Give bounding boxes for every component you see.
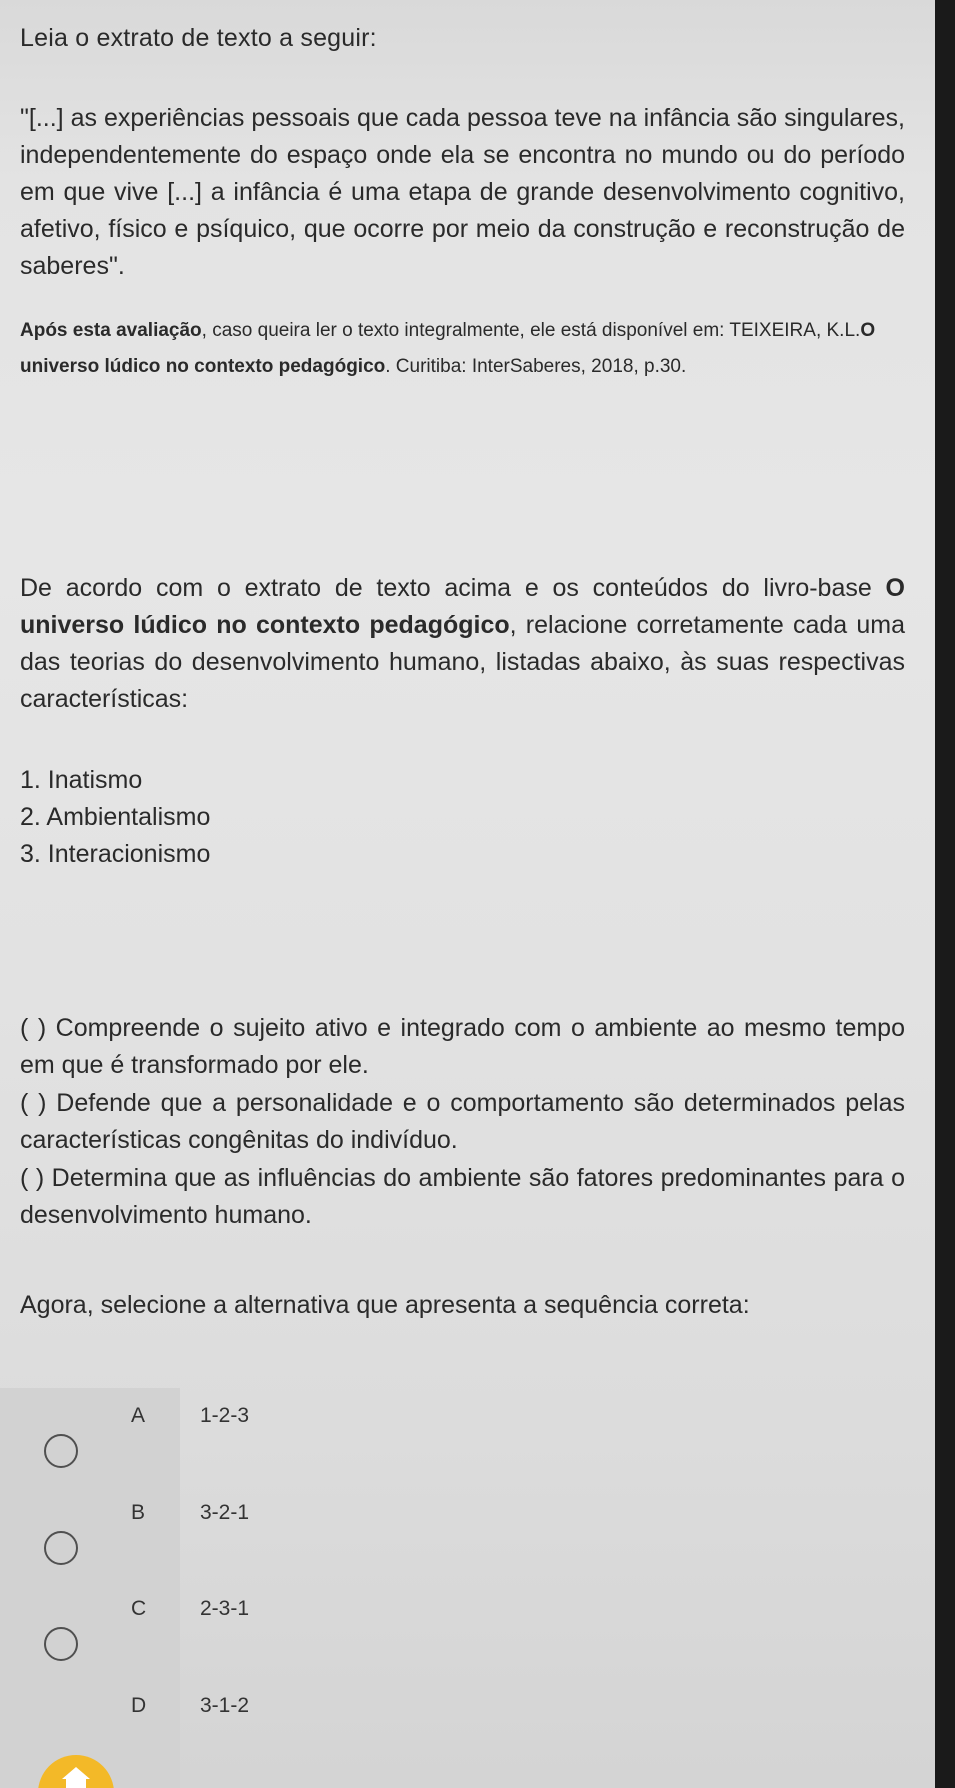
statement-item: ( ) Determina que as influências do ambiente são fatores predominantes para o desenvolvimento humano. [20,1164,905,1229]
option-a[interactable] [0,1404,400,1464]
quote-text: "[...] as experiências pessoais que cada pessoa teve na infância são singulares, independentemente do espaço onde ela se encontra no mundo ou do período em que vive [...] a infância é uma etapa de grande desenvolvimento cognitivo, afetivo, físico e psíquico, que ocorre por meio da construção e reconstrução de saberes". [20,104,905,280]
option-value: 2-3-1 [200,1597,250,1620]
source-middle: , caso queira ler o texto integralmente, ele está disponível em: TEIXEIRA, K.L. [201,320,861,341]
theories-list [20,762,210,873]
option-value: 1-2-3 [200,1404,250,1427]
option-letter: A [131,1404,146,1427]
option-d[interactable] [0,1694,400,1754]
intro-text: Leia o extrato de texto a seguir: [20,24,377,52]
option-b[interactable] [0,1501,400,1561]
screen-edge [935,0,955,1788]
source-title: O universo lúdico no contexto pedagógico [20,320,876,377]
radio-button[interactable] [44,1434,78,1468]
theory-item: 1. Inatismo [20,766,143,794]
question-text [20,570,905,718]
option-letter: D [131,1694,147,1717]
question-before: De acordo com o extrato de texto acima e os conteúdos do livro-base [20,574,886,602]
radio-button[interactable] [44,1627,78,1661]
statement-item: ( ) Defende que a personalidade e o comportamento são determinados pelas características congênitas do indivíduo. [20,1089,905,1154]
theory-item: 3. Interacionismo [20,840,211,868]
option-value: 3-2-1 [200,1501,250,1524]
statement-item: ( ) Compreende o sujeito ativo e integrado com o ambiente ao mesmo tempo em que é transformado por ele. [20,1014,905,1079]
radio-button[interactable] [44,1531,78,1565]
option-c[interactable] [0,1597,400,1657]
source-citation [20,313,905,385]
question-book-title: O universo lúdico no contexto pedagógico [20,574,905,639]
home-icon [60,1765,92,1788]
option-value: 3-1-2 [200,1694,250,1717]
source-tail: . Curitiba: InterSaberes, 2018, p.30. [385,356,687,377]
question-after: , relacione corretamente cada uma das teorias do desenvolvimento humano, listadas abaixo, às suas respectivas características: [20,611,905,713]
statements-list [20,1010,905,1235]
option-letter: C [131,1597,147,1620]
selection-prompt: Agora, selecione a alternativa que apresenta a sequência correta: [20,1291,750,1319]
option-letter: B [131,1501,146,1524]
theory-item: 2. Ambientalismo [20,803,211,831]
source-lead: Após esta avaliação [20,320,202,341]
